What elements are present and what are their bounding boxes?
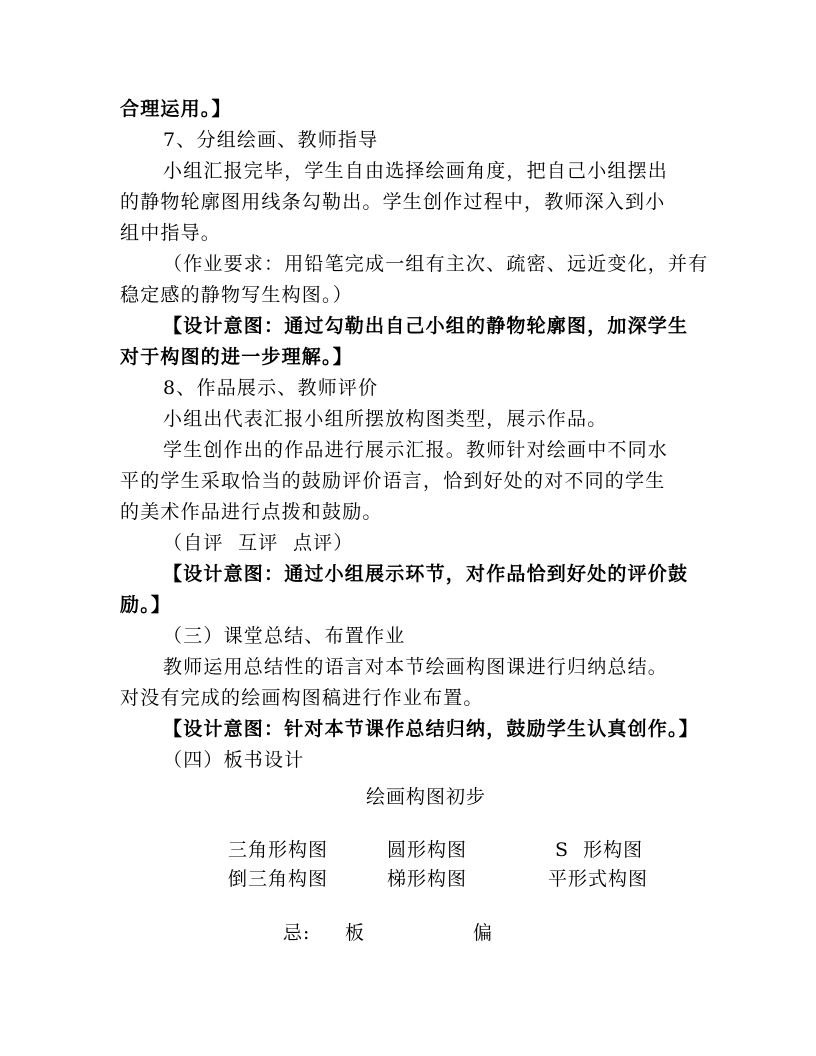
board-footer-item: 板 [345,922,366,944]
section-heading: 7、分组绘画、教师指导 [163,129,379,151]
paragraph-line: 小组出代表汇报小组所摆放构图类型，展示作品。 [163,408,608,430]
paragraph-line: 的美术作品进行点拨和鼓励。 [120,501,383,523]
design-intent-line: 【设计意图：通过小组展示环节，对作品恰到好处的评价鼓 [163,563,689,585]
paragraph-line: 对没有完成的绘画构图稿进行作业布置。 [120,687,484,709]
paragraph-line: 小组汇报完毕，学生自由选择绘画角度，把自己小组摆出 [163,160,669,182]
paragraph-line: 平的学生采取恰当的鼓励评价语言，恰到好处的对不同的学生 [120,470,666,492]
board-item: 平形式构图 [548,868,649,890]
board-item: 圆形构图 [387,839,468,861]
board-item: S 形构图 [555,839,644,861]
board-title: 绘画构图初步 [366,786,487,808]
section-heading: （三）课堂总结、布置作业 [163,625,406,647]
design-intent-line: 【设计意图：针对本节课作总结归纳，鼓励学生认真创作。】 [163,718,699,740]
paragraph-line: 学生创作出的作品进行展示汇报。教师针对绘画中不同水 [163,439,669,461]
paragraph-line: 合理运用。】 [120,98,232,120]
paragraph-line: 教师运用总结性的语言对本节绘画构图课进行归纳总结。 [163,656,669,678]
board-item: 三角形构图 [228,839,329,861]
paragraph-line: （自评 互评 点评） [163,532,354,554]
paragraph-line: 稳定感的静物写生构图。） [120,284,353,306]
design-intent-line: 【设计意图：通过勾勒出自己小组的静物轮廓图，加深学生 [163,315,689,337]
paragraph-line: （作业要求：用铅笔完成一组有主次、疏密、远近变化，并有 [163,253,709,275]
design-intent-line: 励。】 [120,594,172,616]
board-item: 梯形构图 [387,868,468,890]
paragraph-line: 的静物轮廓图用线条勾勒出。学生创作过程中，教师深入到小 [120,191,666,213]
board-item: 倒三角构图 [228,868,329,890]
paragraph-line: 组中指导。 [120,222,222,244]
section-heading: 8、作品展示、教师评价 [163,377,379,399]
board-footer-item: 忌: [283,922,311,944]
board-footer-item: 偏 [473,922,494,944]
section-heading: （四）板书设计 [163,749,305,771]
design-intent-line: 对于构图的进一步理解。】 [120,346,353,368]
